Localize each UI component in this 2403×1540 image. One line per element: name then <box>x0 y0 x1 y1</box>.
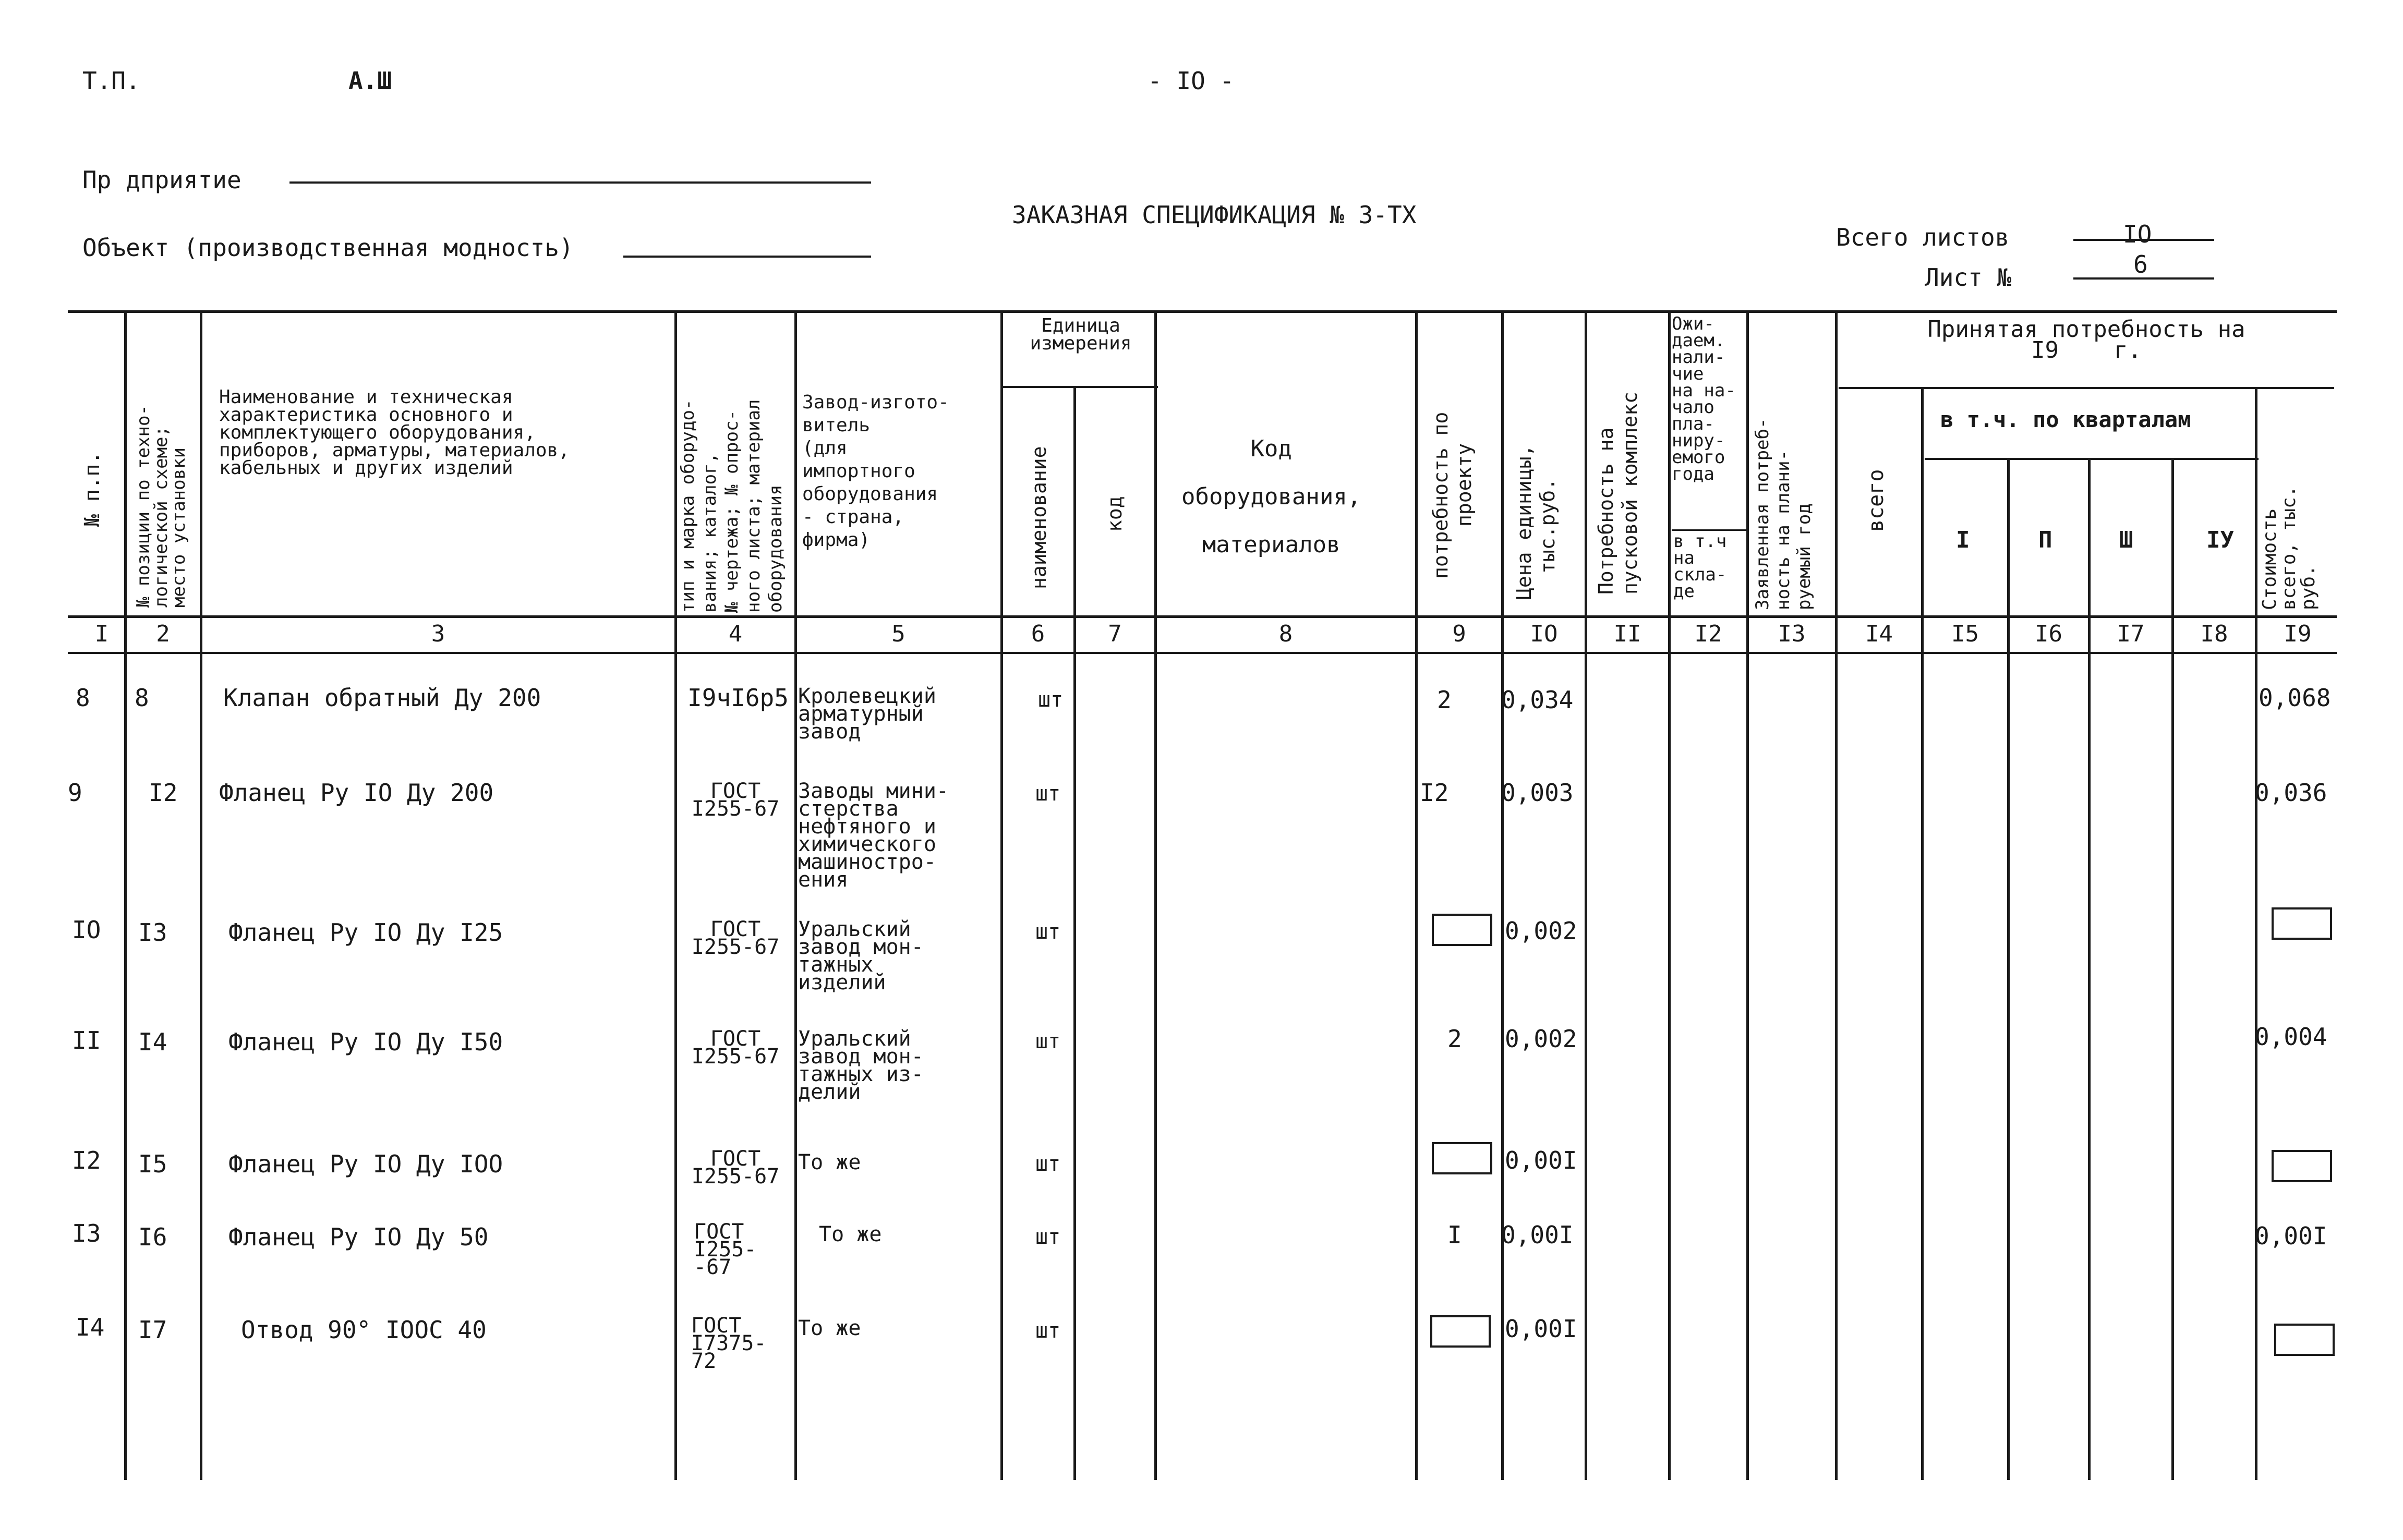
col4-header-line1: тип и марка оборудо- <box>678 399 698 613</box>
col4-header-line4: ного листа; материал <box>743 399 764 613</box>
col3-header: Наименование и техническая характеристика основного и комплектующего оборудования, приборов, арматуры, материалов, кабельных и других изделий <box>219 386 570 479</box>
total-sheets-label: Всего листов <box>1836 223 2010 251</box>
col-rule <box>1921 387 1924 1480</box>
row-cost: 0,068 <box>2259 684 2331 712</box>
row-name: Отвод 90° IOOС 40 <box>241 1316 487 1344</box>
column-number: 9 <box>1452 621 1466 647</box>
row-price: 0,034 <box>1501 686 1574 714</box>
column-number: 8 <box>1278 621 1293 647</box>
row-price: 0,002 <box>1505 917 1577 945</box>
column-number: 6 <box>1031 621 1045 647</box>
column-number: 7 <box>1108 621 1122 647</box>
row-cost: 0,00I <box>2255 1222 2327 1250</box>
col12-header-bottom: в т.ч на скла- де <box>1673 531 1727 602</box>
col-rule <box>1073 387 1076 1480</box>
row-position: 8 <box>135 684 149 712</box>
row-unit: шт <box>1035 1152 1061 1176</box>
row-position: I6 <box>138 1223 167 1251</box>
col19-header-line1: Стоимость <box>2259 508 2280 610</box>
row-unit: шт <box>1038 688 1064 712</box>
sheet-number-underline <box>2073 277 2214 280</box>
column-number: I5 <box>1951 621 1979 647</box>
total-sheets-value: IO <box>2123 220 2152 248</box>
album-code: А.Ш <box>348 67 392 95</box>
row-number: 8 <box>76 684 90 712</box>
col18-header: IУ <box>2206 527 2234 553</box>
row-position: I5 <box>138 1150 167 1178</box>
col-rule <box>2088 459 2091 1480</box>
header-bottom-rule <box>68 615 2337 618</box>
unit-group-header: Единица измерения <box>1030 315 1132 354</box>
row-name: Фланец Ру IO Ду I50 <box>228 1028 503 1056</box>
col11-header-line2: пусковой комплекс <box>1619 392 1641 595</box>
row-cost: 0,004 <box>2255 1023 2327 1051</box>
accepted-group-rule <box>1839 387 2334 389</box>
row-number: IO <box>72 916 101 944</box>
col-rule <box>794 312 797 1480</box>
accepted-need-header: Принятая потребность на I9 г. <box>1927 316 2245 363</box>
page-number: - IO - <box>1148 67 1235 95</box>
col-rule <box>1000 312 1003 1480</box>
column-number: I8 <box>2200 621 2228 647</box>
col12-header-top: Ожи- даем. нали- чие на на- чало пла- ниру- емого года <box>1672 313 1736 484</box>
row-position: I7 <box>138 1316 167 1344</box>
col-rule <box>1585 312 1587 1480</box>
row-name: Фланец Ру IO Ду I25 <box>228 918 503 947</box>
col13-header-line2: ность на плани- <box>1773 450 1794 610</box>
column-number: I3 <box>1778 621 1806 647</box>
sheet-number-label: Лист № <box>1925 263 2012 292</box>
row-maker: Уральский завод мон- тажных изделий <box>798 917 924 995</box>
row-number: I3 <box>72 1219 101 1247</box>
col16-header: П <box>2038 527 2052 553</box>
col-rule <box>1668 312 1671 1480</box>
col4-header-line5: оборудования <box>765 484 786 613</box>
column-number: I9 <box>2284 621 2312 647</box>
col-rule <box>674 312 677 1480</box>
blank-cost-box <box>2274 1324 2335 1356</box>
row-name: Фланец Ру IO Ду 200 <box>219 779 494 807</box>
row-price: 0,00I <box>1505 1315 1577 1343</box>
row-position: I4 <box>138 1028 167 1056</box>
row-position: I2 <box>149 779 178 807</box>
blank-cost-box <box>2272 907 2332 940</box>
col-rule <box>1746 312 1749 1480</box>
row-number: II <box>72 1026 101 1054</box>
col10-header-line1: Цена единицы, <box>1513 444 1536 600</box>
col7-header: код <box>1103 496 1126 532</box>
row-type: I9чI6р5 <box>687 684 789 712</box>
col2-header-line1: № позиции по техно- <box>133 405 154 608</box>
row-quantity: 2 <box>1437 686 1452 714</box>
col4-header-line2: вания; каталог, <box>699 452 720 613</box>
row-type: ГОСТ I255-67 <box>691 917 780 959</box>
enterprise-label: Пр дприятие <box>82 166 241 194</box>
row-number: I4 <box>76 1313 105 1341</box>
document-title: ЗАКАЗНАЯ СПЕЦИФИКАЦИЯ № 3-ТХ <box>1012 201 1417 229</box>
table-top-rule <box>68 310 2337 313</box>
column-number: I7 <box>2117 621 2145 647</box>
column-number: 5 <box>891 621 905 647</box>
row-number: I2 <box>72 1146 101 1174</box>
col4-header-line3: № чертежа; № опрос- <box>721 410 742 613</box>
row-type: ГОСТ I255-67 <box>691 1147 780 1189</box>
col-rule <box>124 312 127 1480</box>
col13-header-line3: руемый год <box>1794 503 1815 610</box>
row-type: ГОСТ I255-67 <box>691 779 780 821</box>
col15-header: I <box>1956 527 1970 553</box>
column-number: 2 <box>156 621 170 647</box>
blank-quantity-box <box>1432 1142 1492 1174</box>
row-quantity: I <box>1447 1221 1462 1249</box>
col-rule <box>2171 459 2174 1480</box>
col10-header-line2: тыс.руб. <box>1536 478 1559 574</box>
col14-header: всего <box>1864 469 1888 532</box>
column-number: I2 <box>1694 621 1722 647</box>
blank-quantity-box <box>1430 1315 1491 1348</box>
column-number: I4 <box>1865 621 1893 647</box>
row-number: 9 <box>68 779 82 807</box>
row-maker: Заводы мини- стерства нефтяного и химического машиностро- ения <box>798 779 949 892</box>
col8-header: Код оборудования, материалов <box>1181 435 1361 558</box>
row-maker: То же <box>798 1150 861 1174</box>
col9-header-line2: проекту <box>1453 443 1476 527</box>
col1-header: № п.п. <box>80 451 104 527</box>
row-name: Фланец Ру IO Ду IOO <box>228 1150 503 1178</box>
col5-header: Завод-изгото- витель (для импортного оборудования - страна, фирма) <box>802 392 949 551</box>
row-quantity: 2 <box>1447 1025 1462 1053</box>
quarters-header: в т.ч. по кварталам <box>1940 407 2191 432</box>
column-number: I6 <box>2035 621 2062 647</box>
col9-header-line1: потребность по <box>1429 411 1452 579</box>
row-type: ГОСТ I255- -67 <box>694 1220 757 1279</box>
row-price: 0,002 <box>1505 1025 1577 1053</box>
row-maker: Кролевецкий арматурный завод <box>798 684 936 744</box>
col-rule <box>200 312 202 1480</box>
col6-header: наименование <box>1028 446 1050 589</box>
col17-header: Ш <box>2119 527 2133 553</box>
column-number: IO <box>1530 621 1558 647</box>
row-unit: шт <box>1035 1319 1061 1343</box>
object-underline <box>623 256 871 258</box>
row-price: 0,003 <box>1501 779 1574 807</box>
row-type: ГОСТ I255-67 <box>691 1027 780 1069</box>
form-code: Т.П. <box>82 67 140 95</box>
column-number: II <box>1613 621 1641 647</box>
row-maker: То же <box>819 1222 882 1246</box>
col11-header-line1: Потребность на <box>1595 427 1617 595</box>
row-name: Клапан обратный Ду 200 <box>223 684 541 712</box>
sheet-number-value: 6 <box>2133 250 2148 278</box>
col-rule <box>2255 387 2257 1480</box>
row-maker: Уральский завод мон- тажных из- делий <box>798 1027 924 1104</box>
object-label: Объект (производственная модность) <box>82 234 574 262</box>
quarters-group-rule <box>1925 458 2259 460</box>
row-unit: шт <box>1035 920 1061 944</box>
row-quantity: I2 <box>1420 779 1449 807</box>
col-rule <box>1835 312 1838 1480</box>
blank-quantity-box <box>1432 914 1492 946</box>
row-price: 0,00I <box>1501 1221 1574 1249</box>
enterprise-underline <box>289 181 871 184</box>
col2-header-line2: логической схеме; <box>151 426 172 608</box>
row-cost: 0,036 <box>2255 779 2327 807</box>
row-type: ГОСТ I7375- 72 <box>691 1314 767 1373</box>
total-sheets-underline <box>2073 239 2214 241</box>
row-position: I3 <box>138 918 167 947</box>
blank-cost-box <box>2272 1150 2332 1182</box>
unit-group-rule <box>1001 386 1158 388</box>
column-number: 4 <box>728 621 743 647</box>
col19-header-line3: руб. <box>2298 565 2319 610</box>
col-rule <box>2007 459 2010 1480</box>
row-unit: шт <box>1035 1225 1061 1249</box>
row-price: 0,00I <box>1505 1146 1577 1174</box>
col-rule <box>1415 312 1418 1480</box>
col-rule <box>1154 312 1157 1480</box>
col-rule <box>1501 312 1504 1480</box>
column-number: 3 <box>431 621 445 647</box>
row-unit: шт <box>1035 1029 1061 1053</box>
row-name: Фланец Ру IO Ду 50 <box>228 1223 489 1251</box>
col2-header-line3: место установки <box>168 447 189 608</box>
col13-header-line1: Заявленная потреб- <box>1752 418 1773 610</box>
row-maker: То же <box>798 1316 861 1340</box>
row-unit: шт <box>1035 782 1061 806</box>
column-number: I <box>94 621 109 647</box>
column-number-rule <box>68 652 2337 654</box>
col19-header-line2: всего, тыс. <box>2278 486 2300 610</box>
